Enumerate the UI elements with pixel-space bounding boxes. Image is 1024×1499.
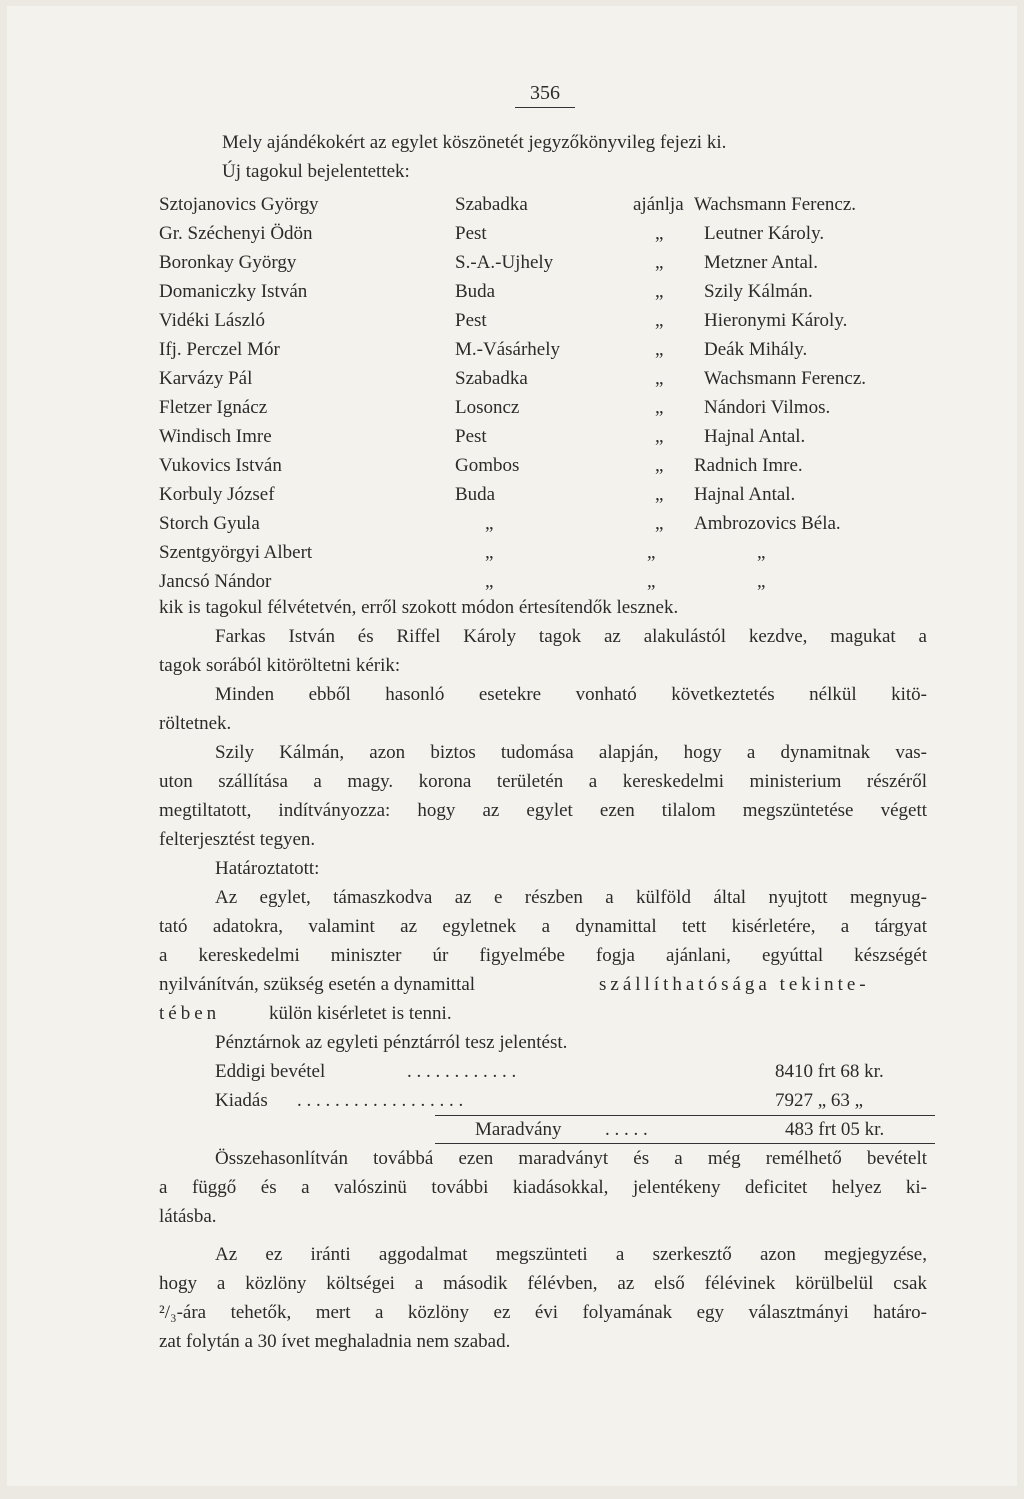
member-name: Ifj. Perczel Mór <box>159 339 280 360</box>
member-name: Sztojanovics György <box>159 194 319 215</box>
text-line: nyilvánítván, szükség esetén a dynamittal <box>159 974 476 995</box>
text-line: Farkas István és Riffel Károly tagok az alakulástól kezdve, magukat a <box>215 626 927 647</box>
finance-label: Maradvány <box>475 1119 562 1140</box>
member-recommend: „ <box>655 223 664 244</box>
member-referrer: Metzner Antal. <box>704 252 818 273</box>
text-line: a függő és a valószinü további kiadásokkal, jelentékeny deficitet helyez ki- <box>159 1177 927 1198</box>
finance-dots: . . . . . <box>605 1119 648 1140</box>
member-place: Pest <box>455 223 487 244</box>
member-name: Boronkay György <box>159 252 297 273</box>
member-recommend: „ <box>655 513 664 534</box>
member-referrer: „ <box>757 571 766 592</box>
text-line: uton szállítása a magy. korona területén a kereskedelmi ministerium részéről <box>159 771 927 792</box>
page-number: 356 <box>515 82 575 108</box>
intro-line: Mely ajándékokért az egylet köszönetét jegyzőkönyvileg fejezi ki. <box>222 132 727 153</box>
member-recommend: „ <box>655 426 664 447</box>
text-line: Pénztárnok az egyleti pénztárról tesz jelentést. <box>215 1032 568 1053</box>
sum-rule <box>435 1115 935 1116</box>
member-name: Domaniczky István <box>159 281 308 302</box>
member-recommend: „ <box>647 542 656 563</box>
member-recommend: „ <box>655 397 664 418</box>
member-name: Windisch Imre <box>159 426 272 447</box>
member-place: Szabadka <box>455 194 528 215</box>
member-referrer: Szily Kálmán. <box>704 281 813 302</box>
document-page <box>7 6 1017 1486</box>
member-name: Korbuly József <box>159 484 275 505</box>
member-recommend: „ <box>655 310 664 331</box>
member-place: Pest <box>455 310 487 331</box>
member-referrer: Leutner Károly. <box>704 223 825 244</box>
member-name: Jancsó Nándor <box>159 571 272 592</box>
finance-dots: . . . . . . . . . . . . <box>407 1061 517 1082</box>
member-recommend: „ <box>655 339 664 360</box>
member-name: Gr. Széchenyi Ödön <box>159 223 313 244</box>
member-place: „ <box>485 513 494 534</box>
text-line: Az egylet, támaszkodva az e részben a külföld által nyujtott megnyug- <box>215 887 927 908</box>
member-referrer: Hieronymi Károly. <box>704 310 848 331</box>
member-recommend: ajánlja <box>633 194 684 215</box>
text-line: hogy a közlöny költségei a második félévben, az első félévinek körülbelül csak <box>159 1273 927 1294</box>
text-line: tagok sorából kitöröltetni kérik: <box>159 655 401 676</box>
text-line: Határoztatott: <box>215 858 320 879</box>
finance-amount: 8410 frt 68 kr. <box>775 1061 884 1082</box>
finance-amount: 7927 „ 63 „ <box>775 1090 864 1111</box>
finance-label: Eddigi bevétel <box>215 1061 326 1082</box>
member-name: Karvázy Pál <box>159 368 253 389</box>
member-referrer: Wachsmann Ferencz. <box>694 194 857 215</box>
member-place: Gombos <box>455 455 520 476</box>
member-recommend: „ <box>647 571 656 592</box>
member-referrer: „ <box>757 542 766 563</box>
member-referrer: Nándori Vilmos. <box>704 397 831 418</box>
text-line: tató adatokra, valamint az egyletnek a dynamittal tett kisérletére, a tárgyat <box>159 916 927 937</box>
spaced-emphasis: tében <box>159 1003 221 1024</box>
text-line: röltetnek. <box>159 713 232 734</box>
text-line: Szily Kálmán, azon biztos tudomása alapján, hogy a dynamitnak vas- <box>215 742 927 763</box>
member-place: Szabadka <box>455 368 528 389</box>
member-recommend: „ <box>655 368 664 389</box>
member-recommend: „ <box>655 281 664 302</box>
member-place: M.-Vásárhely <box>455 339 560 360</box>
member-place: Buda <box>455 484 496 505</box>
text-line: megtiltatott, indítványozza: hogy az egylet ezen tilalom megszüntetése végett <box>159 800 927 821</box>
finance-dots: . . . . . . . . . . . . . . . . . . <box>297 1090 464 1111</box>
member-place: „ <box>485 542 494 563</box>
text-line: felterjesztést tegyen. <box>159 829 316 850</box>
member-place: Losoncz <box>455 397 520 418</box>
finance-label: Kiadás <box>215 1090 268 1111</box>
member-name: Storch Gyula <box>159 513 260 534</box>
text-line: a kereskedelmi miniszter úr figyelmébe fogja ajánlani, egyúttal készségét <box>159 945 927 966</box>
member-recommend: „ <box>655 252 664 273</box>
text-line: Az ez iránti aggodalmat megszünteti a szerkesztő azon megjegyzése, <box>215 1244 927 1265</box>
member-name: Vukovics István <box>159 455 282 476</box>
member-recommend: „ <box>655 455 664 476</box>
member-referrer: Hajnal Antal. <box>704 426 806 447</box>
text-line: Összehasonlítván továbbá ezen maradványt és a még remélhető bevételt <box>215 1148 927 1169</box>
spaced-emphasis: szállíthatósága tekinte- <box>599 974 870 995</box>
text-line: látásba. <box>159 1206 217 1227</box>
finance-amount: 483 frt 05 kr. <box>785 1119 885 1140</box>
text-line: Minden ebből hasonló esetekre vonható következtetés nélkül kitö- <box>215 684 927 705</box>
text-line: külön kisérletet is tenni. <box>269 1003 452 1024</box>
member-name: Fletzer Ignácz <box>159 397 268 418</box>
text-line: kik is tagokul félvétetvén, erről szokott módon értesítendők lesznek. <box>159 597 679 618</box>
member-place: „ <box>485 571 494 592</box>
text-line: ²/₃-ára tehetők, mert a közlöny ez évi folyamának egy választmányi határo- <box>159 1302 927 1323</box>
member-place: Buda <box>455 281 496 302</box>
member-referrer: Deák Mihály. <box>704 339 808 360</box>
intro-line: Új tagokul bejelentettek: <box>222 161 410 182</box>
member-referrer: Ambrozovics Béla. <box>694 513 841 534</box>
member-referrer: Hajnal Antal. <box>694 484 796 505</box>
member-name: Vidéki László <box>159 310 265 331</box>
text-line: zat folytán a 30 ívet meghaladnia nem szabad. <box>159 1331 511 1352</box>
member-name: Szentgyörgyi Albert <box>159 542 313 563</box>
member-place: Pest <box>455 426 487 447</box>
member-recommend: „ <box>655 484 664 505</box>
sum-rule <box>435 1143 935 1144</box>
member-referrer: Wachsmann Ferencz. <box>704 368 867 389</box>
member-place: S.-A.-Ujhely <box>455 252 554 273</box>
member-referrer: Radnich Imre. <box>694 455 803 476</box>
